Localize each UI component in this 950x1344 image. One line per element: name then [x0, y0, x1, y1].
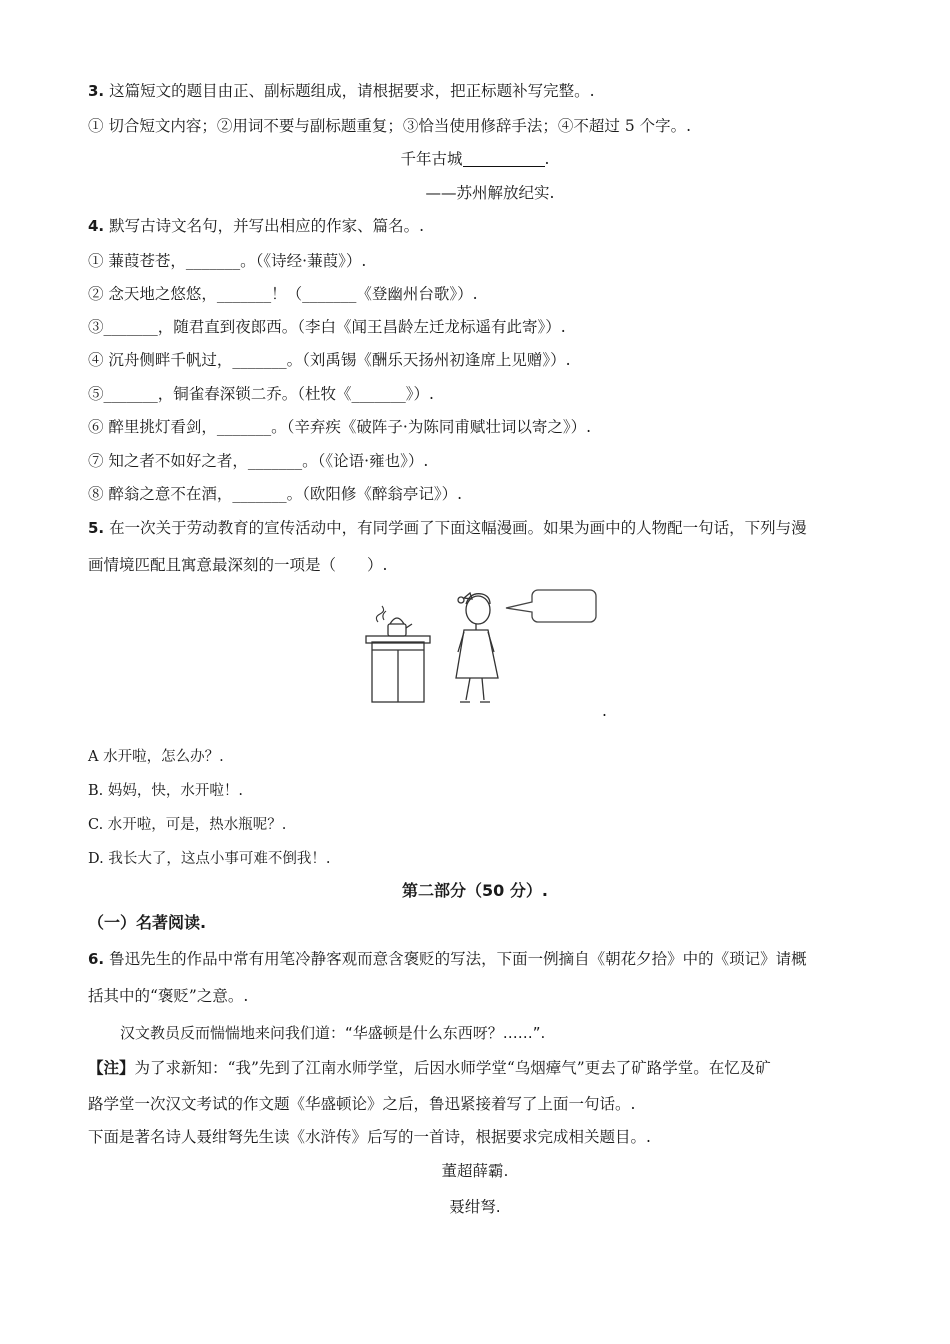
question-6: [88, 948, 807, 970]
option-a[interactable]: A 水开啦，怎么办？.: [88, 749, 224, 765]
question-number: 3.: [88, 82, 105, 100]
poem-item: ⑦ 知之者不如好之者，_______。（《论语·雍也》）.: [88, 452, 429, 470]
question-number: 6.: [88, 950, 105, 968]
question-text: 鲁迅先生的作品中常有用笔冷静客观而意含褒贬的写法，下面一例摘自《朝花夕拾》中的《琐记》请概: [104, 950, 807, 968]
question-3: [88, 80, 595, 102]
subtitle: ——苏州解放纪实.: [425, 184, 555, 202]
poem-intro: 下面是著名诗人聂绀弩先生读《水浒传》后写的一首诗，根据要求完成相关题目。.: [88, 1128, 651, 1146]
question-text: 默写古诗文名句，并写出相应的作家、篇名。.: [104, 217, 424, 235]
section-heading: （一）名著阅读.: [88, 913, 207, 932]
title-blank[interactable]: [463, 152, 545, 167]
option-b[interactable]: B. 妈妈，快，水开啦！.: [88, 783, 243, 799]
poem-item: ② 念天地之悠悠，_______！（_______《登幽州台歌》）.: [88, 285, 478, 303]
poem-item: ⑧ 醉翁之意不在酒，_______。（欧阳修《醉翁亭记》）.: [88, 485, 463, 503]
part-heading: 第二部分（50 分）.: [402, 881, 548, 900]
poem-title: 董超薛霸.: [441, 1162, 509, 1180]
option-c[interactable]: C. 水开啦，可是，热水瓶呢？.: [88, 817, 287, 833]
poem-item: ④ 沉舟侧畔千帆过，_______。（刘禹锡《酬乐天扬州初逢席上见赠》）.: [88, 351, 571, 369]
option-d[interactable]: D. 我长大了，这点小事可难不倒我！.: [88, 851, 331, 867]
main-title-line: [0, 148, 950, 170]
girl-drawing: [456, 593, 498, 702]
poem-item: ③_______，随君直到夜郎西。（李白《闻王昌龄左迁龙标遥有此寄》）.: [88, 318, 566, 336]
note-line2: 路学堂一次汉文考试的作文题《华盛顿论》之后，鲁迅紧接着写了上面一句话。.: [88, 1095, 636, 1113]
quote: 汉文教员反而惴惴地来问我们道：“华盛顿是什么东西呀？……”.: [120, 1024, 546, 1042]
question-3-requirements: ① 切合短文内容；②用词不要与副标题重复；③恰当使用修辞手法；④不超过 5 个字。.: [88, 117, 692, 135]
note-text: 为了求新知：“我”先到了江南水师学堂，后因水师学堂“乌烟瘴气”更去了矿路学堂。在忆及矿: [134, 1059, 771, 1077]
poem-item: ① 蒹葭苍苍，_______。（《诗经·蒹葭》）.: [88, 252, 367, 270]
note-tag: 【注】: [88, 1058, 135, 1077]
poem-item: ⑥ 醉里挑灯看剑，_______。（辛弃疾《破阵子·为陈同甫赋壮词以寄之》）.: [88, 418, 592, 436]
question-6-line2: 括其中的“褒贬”之意。.: [88, 987, 249, 1005]
question-text: 这篇短文的题目由正、副标题组成，请根据要求，把正标题补写完整。.: [104, 82, 595, 100]
question-text: 在一次关于劳动教育的宣传活动中，有同学画了下面这幅漫画。如果为画中的人物配一句话，下列与漫: [104, 519, 807, 537]
question-number: 5.: [88, 519, 105, 537]
poem-author: 聂绀弩.: [449, 1198, 501, 1216]
image-caption: .: [602, 702, 607, 720]
question-4: [88, 215, 424, 237]
note-line: [88, 1057, 771, 1079]
poem-item: ⑤_______，铜雀春深锁二乔。（杜牧《_______》）.: [88, 385, 434, 403]
question-5: [88, 517, 807, 539]
question-5-line2: 画情境匹配且寓意最深刻的一项是（ ）.: [88, 556, 388, 574]
stove-drawing: [366, 606, 430, 702]
main-title-suffix: .: [544, 150, 550, 168]
main-title-prefix: 千年古城: [400, 150, 463, 168]
question-number: 4.: [88, 217, 105, 235]
speech-bubble: [506, 590, 596, 622]
cartoon-illustration: [360, 586, 620, 710]
